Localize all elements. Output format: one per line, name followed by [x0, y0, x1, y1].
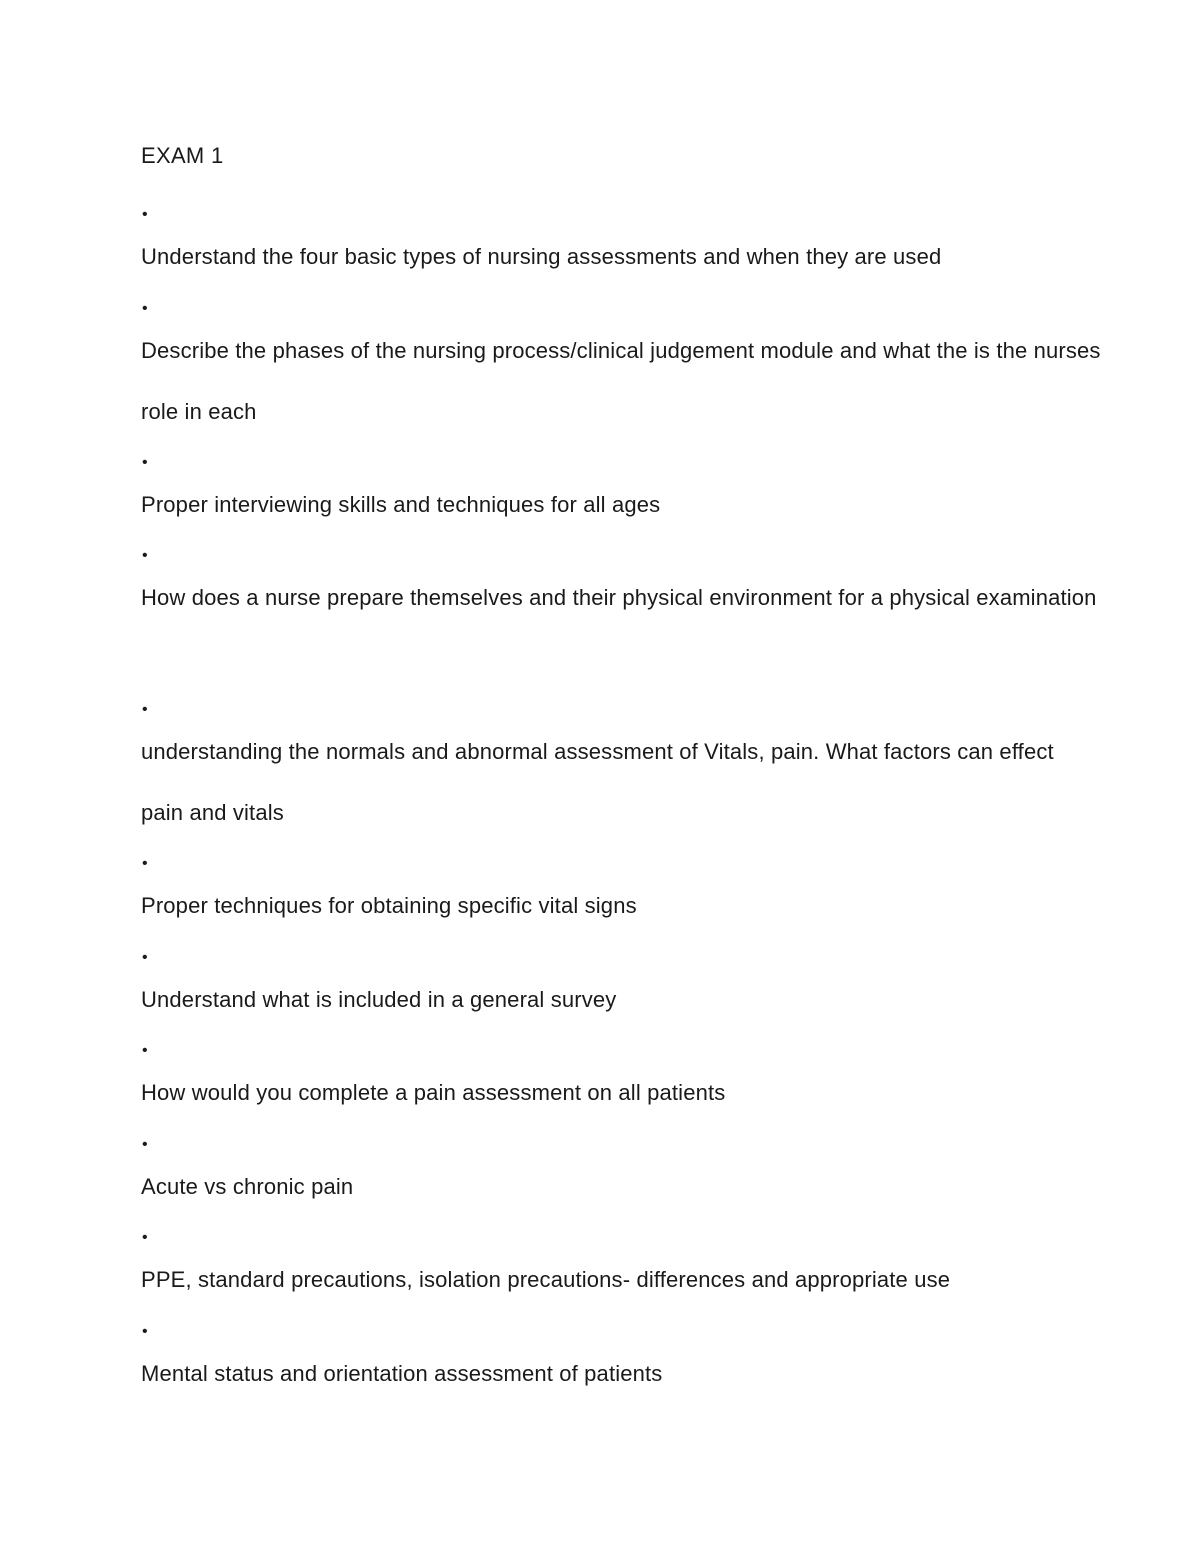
bullet-icon: •	[142, 206, 148, 223]
list-item	[141, 1231, 1101, 1310]
list-item-text: understanding the normals and abnormal assessment of Vitals, pain. What factors can effect pain and vitals	[141, 739, 1054, 825]
bullet-icon: •	[142, 701, 148, 718]
bullet-icon: •	[142, 1042, 148, 1059]
list-item-text: Acute vs chronic pain	[141, 1174, 354, 1199]
list-item-text: Understand what is included in a general survey	[141, 987, 617, 1012]
list-item	[141, 302, 1101, 442]
document-title: EXAM 1	[141, 143, 224, 168]
bullet-icon: •	[142, 1136, 148, 1153]
list-item-text: Proper interviewing skills and techniques for all ages	[141, 492, 661, 517]
bullet-icon: •	[142, 949, 148, 966]
list-item	[141, 1325, 1101, 1404]
list-item-text: Proper techniques for obtaining specific vital signs	[141, 893, 637, 918]
list-item	[141, 703, 1101, 843]
list-item	[141, 208, 1101, 287]
list-item	[141, 1138, 1101, 1217]
list-item-text: Mental status and orientation assessment of patients	[141, 1361, 663, 1386]
bullet-icon: •	[142, 300, 148, 317]
bullet-icon: •	[142, 454, 148, 471]
list-item-text: PPE, standard precautions, isolation precautions- differences and appropriate use	[141, 1267, 951, 1292]
list-item	[141, 857, 1101, 936]
list-item-text: Describe the phases of the nursing process/clinical judgement module and what the is the nurses role in each	[141, 338, 1101, 424]
list-item	[141, 549, 1101, 628]
list-item	[141, 1044, 1101, 1123]
list-item-text: Understand the four basic types of nursing assessments and when they are used	[141, 244, 942, 269]
list-item-text: How would you complete a pain assessment on all patients	[141, 1080, 726, 1105]
bullet-icon: •	[142, 1323, 148, 1340]
list-item-text: How does a nurse prepare themselves and their physical environment for a physical examination	[141, 585, 1097, 610]
bullet-icon: •	[142, 547, 148, 564]
list-item	[141, 456, 1101, 535]
list-item	[141, 951, 1101, 1030]
bullet-icon: •	[142, 1229, 148, 1246]
bullet-icon: •	[142, 855, 148, 872]
